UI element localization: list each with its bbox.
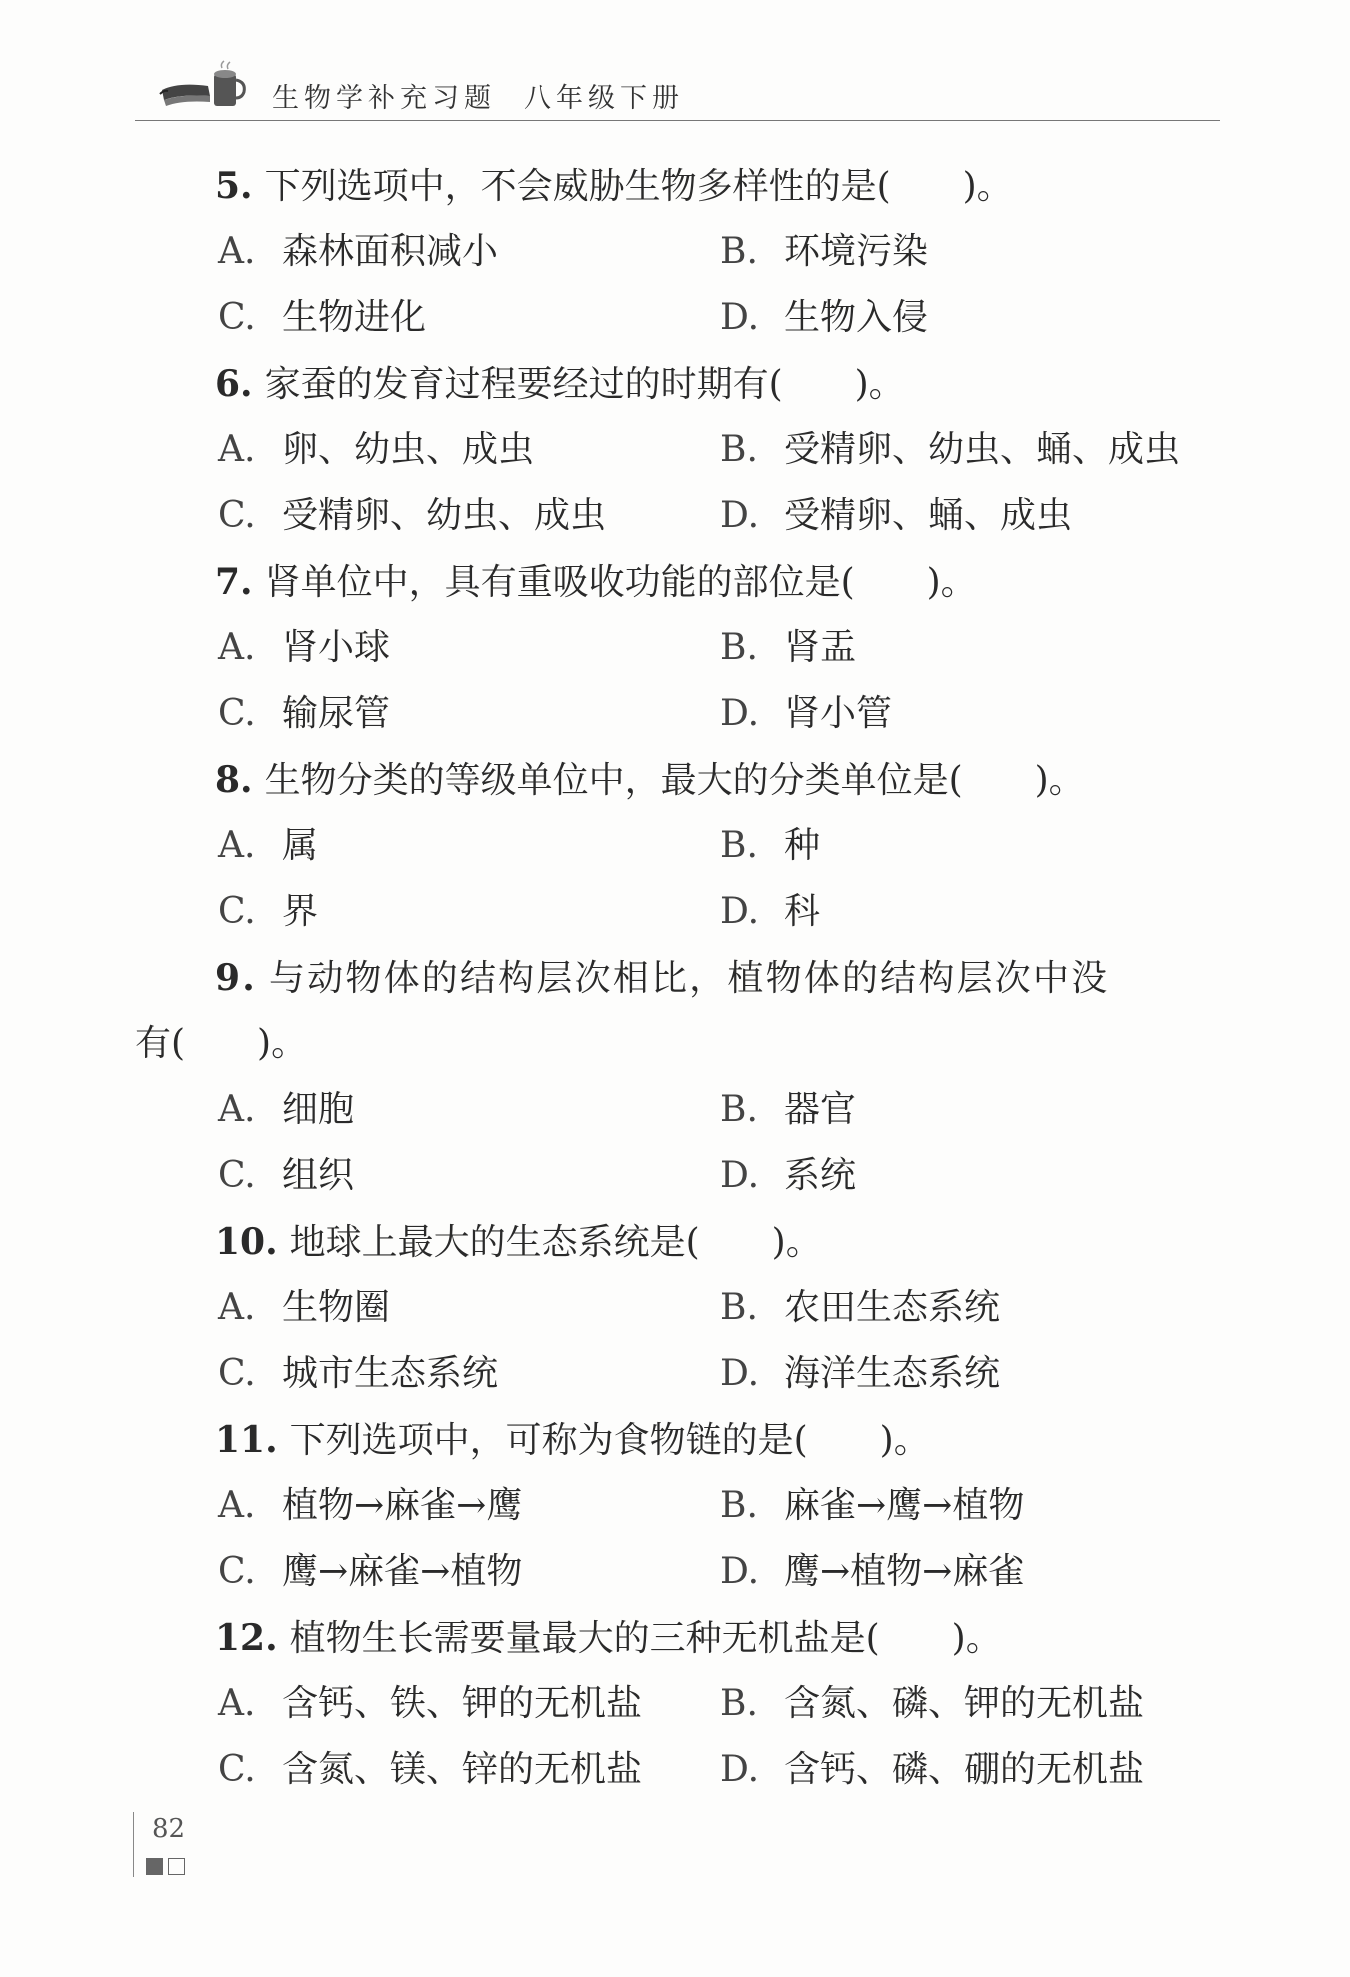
- question-9-option-c: C. 组织: [218, 1155, 355, 1196]
- question-8-option-b: B. 种: [720, 825, 821, 866]
- question-6-option-b: B. 受精卵、幼虫、蛹、成虫: [720, 429, 1181, 470]
- question-10-option-b: B. 农田生态系统: [720, 1287, 1001, 1328]
- filled-square-icon: [146, 1858, 163, 1875]
- question-12-option-d: D. 含钙、磷、硼的无机盐: [720, 1749, 1145, 1790]
- question-8-option-d: D. 科: [720, 891, 821, 932]
- question-7-option-d: D. 肾小管: [720, 693, 893, 734]
- books-and-cup-icon: [158, 60, 248, 112]
- question-11-stem: 11. 下列选项中，可称为食物链的是( )。: [215, 1419, 930, 1461]
- question-6-option-d: D. 受精卵、蛹、成虫: [720, 495, 1073, 536]
- question-12-option-b: B. 含氮、磷、钾的无机盐: [720, 1683, 1145, 1724]
- question-8-option-a: A. 属: [218, 825, 319, 866]
- question-5-option-b: B. 环境污染: [720, 231, 929, 272]
- question-7-stem: 7. 肾单位中，具有重吸收功能的部位是( )。: [215, 561, 977, 603]
- question-12-option-c: C. 含氮、镁、锌的无机盐: [218, 1749, 643, 1790]
- question-7-option-c: C. 输尿管: [218, 693, 391, 734]
- question-5-option-a: A. 森林面积减小: [218, 231, 499, 272]
- grade-label: 八年级下册: [524, 83, 684, 114]
- question-6-option-c: C. 受精卵、幼虫、成虫: [218, 495, 607, 536]
- footer-divider: [133, 1812, 134, 1877]
- question-8-option-c: C. 界: [218, 891, 319, 932]
- question-11-option-a: A. 植物→麻雀→鹰: [218, 1485, 523, 1526]
- question-9-option-a: A. 细胞: [218, 1089, 355, 1130]
- question-10-option-a: A. 生物圈: [218, 1287, 391, 1328]
- question-9-stem: 9. 与动物体的结构层次相比，植物体的结构层次中没: [215, 957, 1110, 999]
- question-6-stem: 6. 家蚕的发育过程要经过的时期有( )。: [215, 363, 905, 405]
- question-10-option-c: C. 城市生态系统: [218, 1353, 499, 1394]
- question-5-option-d: D. 生物入侵: [720, 297, 929, 338]
- question-7-option-b: B. 肾盂: [720, 627, 857, 668]
- question-6-option-a: A. 卵、幼虫、成虫: [218, 429, 535, 470]
- question-5-stem: 5. 下列选项中，不会威胁生物多样性的是( )。: [215, 165, 1013, 207]
- question-11-option-c: C. 鹰→麻雀→植物: [218, 1551, 523, 1592]
- question-12-stem: 12. 植物生长需要量最大的三种无机盐是( )。: [215, 1617, 1002, 1659]
- question-10-option-d: D. 海洋生态系统: [720, 1353, 1001, 1394]
- running-header: [272, 76, 684, 115]
- question-5-option-c: C. 生物进化: [218, 297, 427, 338]
- question-10-stem: 10. 地球上最大的生态系统是( )。: [215, 1221, 822, 1263]
- question-9-option-b: B. 器官: [720, 1089, 857, 1130]
- question-11-option-d: D. 鹰→植物→麻雀: [720, 1551, 1025, 1592]
- question-9-option-d: D. 系统: [720, 1155, 857, 1196]
- question-8-stem: 8. 生物分类的等级单位中，最大的分类单位是( )。: [215, 759, 1085, 801]
- book-title: 生物学补充习题: [272, 83, 496, 114]
- outline-square-icon: [168, 1858, 185, 1875]
- question-7-option-a: A. 肾小球: [218, 627, 391, 668]
- question-11-option-b: B. 麻雀→鹰→植物: [720, 1485, 1025, 1526]
- header-divider: [135, 120, 1220, 121]
- question-9-stem-continued: 有( )。: [135, 1023, 308, 1064]
- question-12-option-a: A. 含钙、铁、钾的无机盐: [218, 1683, 643, 1724]
- page-number: 82: [152, 1814, 186, 1844]
